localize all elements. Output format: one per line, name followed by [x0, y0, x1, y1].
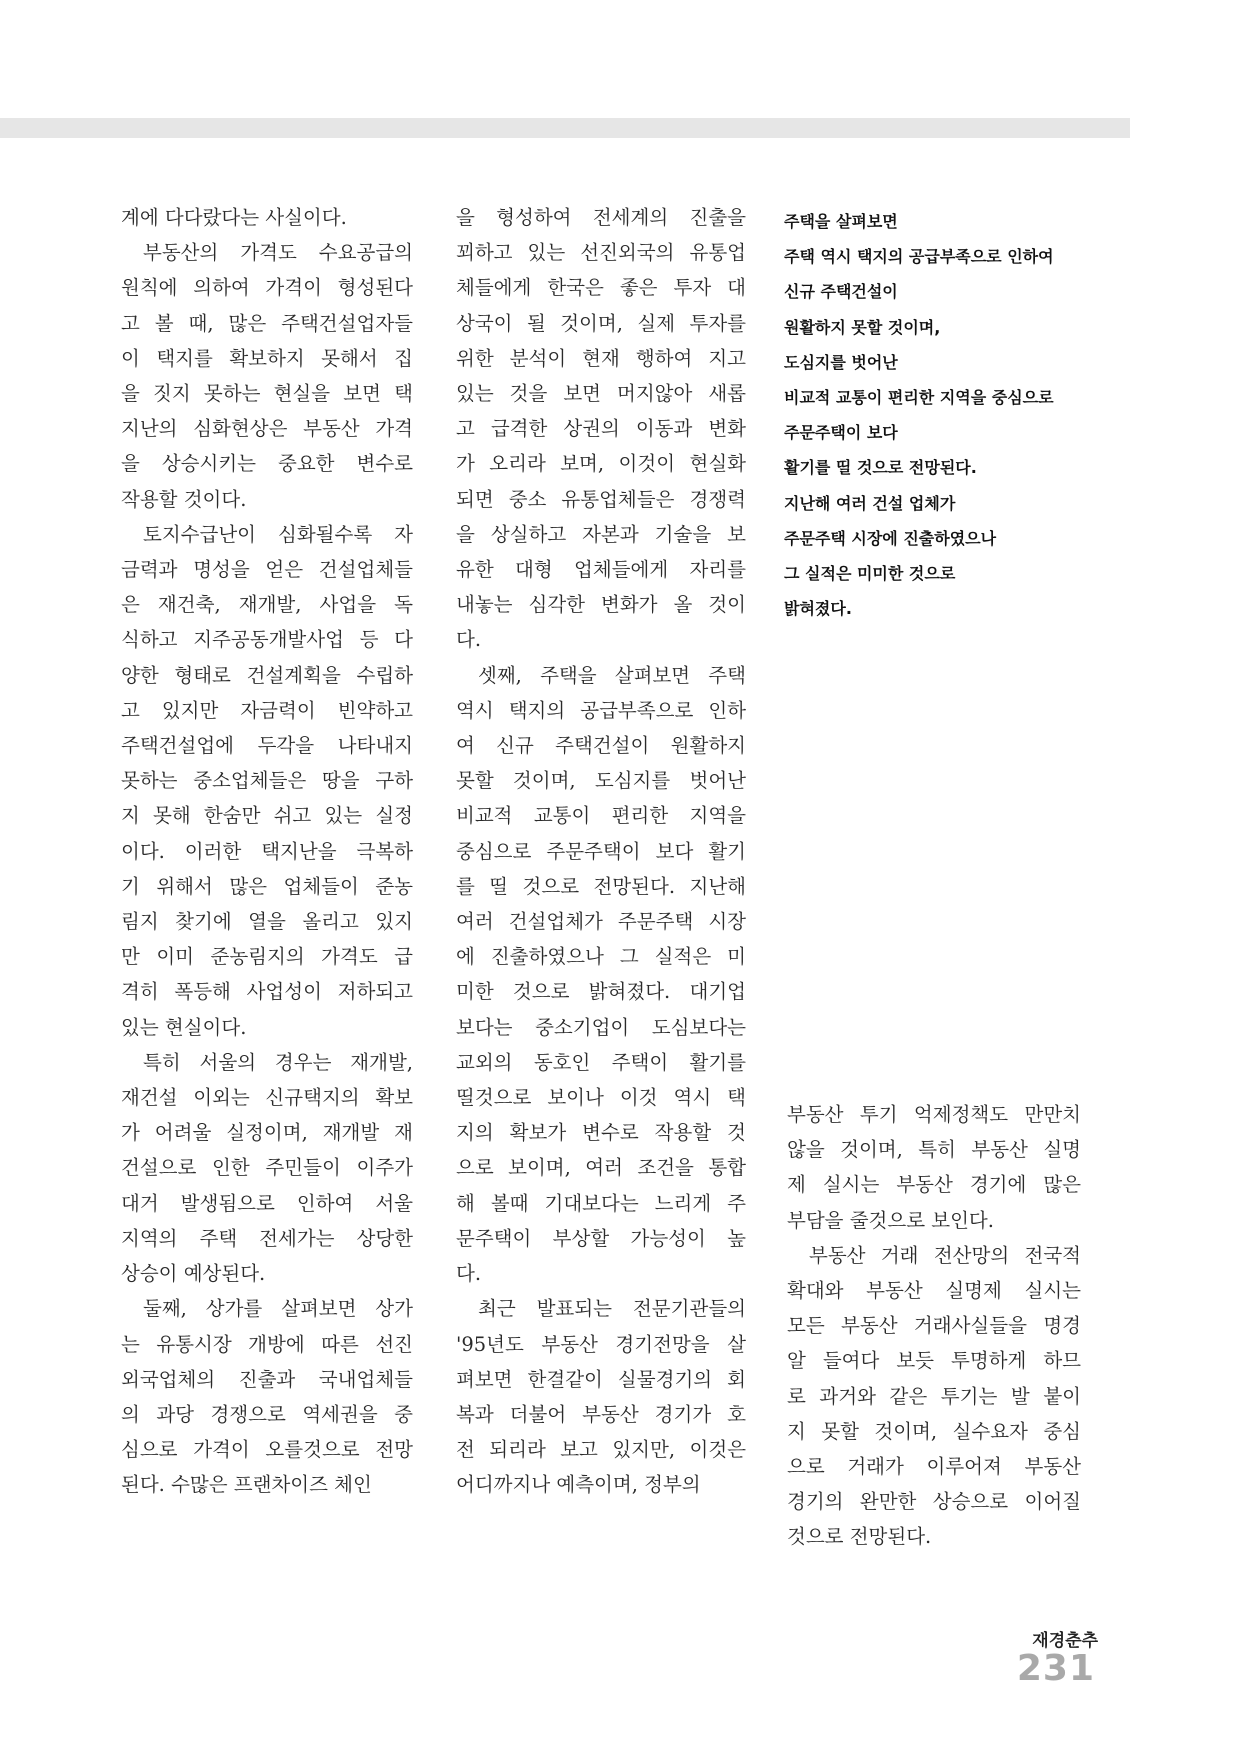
text-line: 는 유통시장 개방에 따른 선진	[121, 1332, 413, 1356]
text-line: 은 재건축, 재개발, 사업을 독	[121, 593, 413, 617]
pull-quote-line: 도심지를 벗어난	[784, 352, 898, 372]
text-line: 에 진출하였으나 그 실적은 미	[456, 945, 746, 969]
text-line: 을 상실하고 자본과 기술을 보	[456, 522, 746, 546]
text-line: 않을 것이며, 특히 부동산 실명	[787, 1138, 1081, 1162]
text-line: 심으로 가격이 오를것으로 전망	[121, 1438, 413, 1462]
paragraph	[456, 1291, 746, 1502]
text-line: 부담을 줄것으로 보인다.	[787, 1208, 994, 1232]
pull-quote-line: 주문주택 시장에 진출하였으나	[784, 528, 997, 548]
paragraph	[121, 200, 413, 235]
text-line: 여러 건설업체가 주문주택 시장	[456, 910, 746, 934]
text-line: 이다. 이러한 택지난을 극복하	[121, 839, 413, 863]
text-line: 만 이미 준농림지의 가격도 급	[121, 945, 413, 969]
text-line: 역시 택지의 공급부족으로 인하	[456, 698, 746, 722]
text-line: 식하고 지주공동개발사업 등 다	[121, 628, 413, 652]
text-line: 기 위해서 많은 업체들이 준농	[121, 874, 413, 898]
text-column-3	[787, 1097, 1081, 1555]
text-line: 로 과거와 같은 투기는 발 붙이	[787, 1384, 1081, 1408]
text-line: 문주택이 부상할 가능성이 높	[456, 1226, 746, 1250]
text-line: 을 형성하여 전세계의 진출을	[456, 206, 746, 229]
text-line: 못하는 중소업체들은 땅을 구하	[121, 769, 413, 793]
text-line: 금력과 명성을 얻은 건설업체들	[121, 558, 413, 582]
text-line: 것으로 전망된다.	[787, 1525, 932, 1549]
text-line: 다.	[456, 1262, 482, 1286]
text-line: 지 못해 한숨만 쉬고 있는 실정	[121, 804, 413, 828]
text-line: 위한 분석이 현재 행하여 지고	[456, 346, 746, 370]
text-column-2	[456, 200, 746, 1503]
text-line: 주택건설업에 두각을 나타내지	[121, 734, 413, 758]
text-line: 부동산 투기 억제정책도 만만치	[787, 1103, 1081, 1126]
text-line: 비교적 교통이 편리한 지역을	[456, 804, 746, 828]
text-line: 상승이 예상된다.	[121, 1262, 266, 1286]
text-line: 전 되리라 보고 있지만, 이것은	[456, 1438, 746, 1462]
text-line: 고 있지만 자금력이 빈약하고	[121, 698, 413, 722]
text-line: 을 짓지 못하는 현실을 보면 택	[121, 382, 413, 406]
text-line: 내놓는 심각한 변화가 올 것이	[456, 593, 746, 617]
text-line: 고 급격한 상권의 이동과 변화	[456, 417, 746, 441]
text-line: 지 못할 것이며, 실수요자 중심	[787, 1419, 1081, 1443]
text-line: 셋째, 주택을 살펴보면 주택	[478, 663, 746, 687]
text-line: 못할 것이며, 도심지를 벗어난	[456, 769, 746, 793]
text-line: 미한 것으로 밝혀졌다. 대기업	[456, 980, 746, 1004]
text-line: 복과 더불어 부동산 경기가 호	[456, 1402, 746, 1426]
magazine-name: 재경춘추	[1032, 1631, 1098, 1651]
text-line: 있는 현실이다.	[121, 1015, 247, 1039]
text-line: 을 상승시키는 중요한 변수로	[121, 452, 413, 476]
text-line: 양한 형태로 건설계획을 수립하	[121, 663, 413, 687]
paragraph	[787, 1238, 1081, 1555]
paragraph	[121, 1045, 413, 1291]
pull-quote-line: 주택 역시 택지의 공급부족으로 인하여	[784, 247, 1054, 267]
text-line: 특히 서울의 경우는 재개발,	[143, 1050, 413, 1074]
text-line: 모든 부동산 거래사실들을 명경	[787, 1314, 1081, 1338]
text-line: 보다는 중소기업이 도심보다는	[456, 1015, 746, 1039]
text-line: '95년도 부동산 경기전망을 살	[456, 1332, 746, 1356]
text-line: 중심으로 주문주택이 보다 활기	[456, 839, 746, 863]
text-line: 펴보면 한결같이 실물경기의 회	[456, 1367, 746, 1391]
pull-quote	[784, 204, 1114, 626]
text-line: 띨것으로 보이나 이것 역시 택	[456, 1086, 746, 1110]
paragraph	[787, 1097, 1081, 1238]
text-line: 이 택지를 확보하지 못해서 집	[121, 346, 413, 370]
text-line: 있는 것을 보면 머지않아 새롭	[456, 382, 746, 406]
text-line: 유한 대형 업체들에게 자리를	[456, 558, 746, 582]
pull-quote-line: 그 실적은 미미한 것으로	[784, 564, 956, 584]
text-line: 지난의 심화현상은 부동산 가격	[121, 417, 413, 441]
text-line: 재건설 이외는 신규택지의 확보	[121, 1086, 413, 1110]
text-line: 최근 발표되는 전문기관들의	[478, 1297, 746, 1321]
paragraph	[121, 1291, 413, 1502]
text-line: 지의 확보가 변수로 작용할 것	[456, 1121, 746, 1145]
text-line: 대거 발생됨으로 인하여 서울	[121, 1191, 413, 1215]
page-number: 231	[1016, 1648, 1095, 1689]
text-line: 의 과당 경쟁으로 역세권을 중	[121, 1402, 413, 1426]
text-line: 토지수급난이 심화될수록 자	[143, 522, 413, 546]
text-line: 제 실시는 부동산 경기에 많은	[787, 1173, 1081, 1197]
pull-quote-line: 신규 주택건설이	[784, 282, 898, 302]
text-line: 원칙에 의하여 가격이 형성된다	[121, 276, 413, 300]
text-line: 지역의 주택 전세가는 상당한	[121, 1226, 413, 1250]
text-line: 확대와 부동산 실명제 실시는	[787, 1279, 1081, 1303]
text-line: 된다. 수많은 프랜차이즈 체인	[121, 1473, 372, 1497]
text-line: 둘째, 상가를 살펴보면 상가	[143, 1297, 413, 1321]
text-line: 부동산 거래 전산망의 전국적	[809, 1243, 1081, 1267]
pull-quote-line: 활기를 띨 것으로 전망된다.	[784, 458, 977, 478]
text-line: 외국업체의 진출과 국내업체들	[121, 1367, 413, 1391]
text-line: 격히 폭등해 사업성이 저하되고	[121, 980, 413, 1004]
text-line: 알 들여다 보듯 투명하게 하므	[787, 1349, 1081, 1373]
text-line: 교외의 동호인 주택이 활기를	[456, 1050, 746, 1074]
text-line: 를 띨 것으로 전망된다. 지난해	[456, 874, 746, 898]
text-line: 고 볼 때, 많은 주택건설업자들	[121, 311, 413, 335]
paragraph	[121, 517, 413, 1045]
text-line: 여 신규 주택건설이 원활하지	[456, 734, 746, 758]
text-line: 으로 보이며, 여러 조건을 통합	[456, 1156, 746, 1180]
pull-quote-line: 비교적 교통이 편리한 지역을 중심으로	[784, 388, 1054, 408]
text-line: 계에 다다랐다는 사실이다.	[121, 206, 347, 229]
header-band	[0, 118, 1130, 138]
pull-quote-line: 주택을 살펴보면	[784, 212, 898, 231]
text-line: 림지 찾기에 열을 올리고 있지	[121, 910, 413, 934]
text-line: 가 어려울 실정이며, 재개발 재	[121, 1121, 413, 1145]
pull-quote-line: 원활하지 못할 것이며,	[784, 317, 941, 337]
text-line: 상국이 될 것이며, 실제 투자를	[456, 311, 746, 335]
text-line: 으로 거래가 이루어져 부동산	[787, 1455, 1081, 1479]
text-line: 경기의 완만한 상승으로 이어질	[787, 1490, 1081, 1514]
pull-quote-line: 지난해 여러 건설 업체가	[784, 493, 956, 513]
text-line: 작용할 것이다.	[121, 487, 247, 511]
text-line: 가 오리라 보며, 이것이 현실화	[456, 452, 746, 476]
paragraph	[456, 200, 746, 658]
text-line: 어디까지나 예측이며, 정부의	[456, 1473, 701, 1497]
text-line: 되면 중소 유통업체들은 경쟁력	[456, 487, 746, 511]
text-line: 다.	[456, 628, 482, 652]
text-line: 건설으로 인한 주민들이 이주가	[121, 1156, 413, 1180]
text-line: 체들에게 한국은 좋은 투자 대	[456, 276, 746, 300]
pull-quote-line: 주문주택이 보다	[784, 423, 898, 443]
paragraph	[456, 658, 746, 1292]
text-line: 해 볼때 기대보다는 느리게 주	[456, 1191, 746, 1215]
text-column-1	[121, 200, 413, 1503]
pull-quote-line: 밝혀졌다.	[784, 599, 852, 619]
text-line: 꾀하고 있는 선진외국의 유통업	[456, 241, 746, 265]
paragraph	[121, 235, 413, 517]
text-line: 부동산의 가격도 수요공급의	[143, 241, 413, 265]
